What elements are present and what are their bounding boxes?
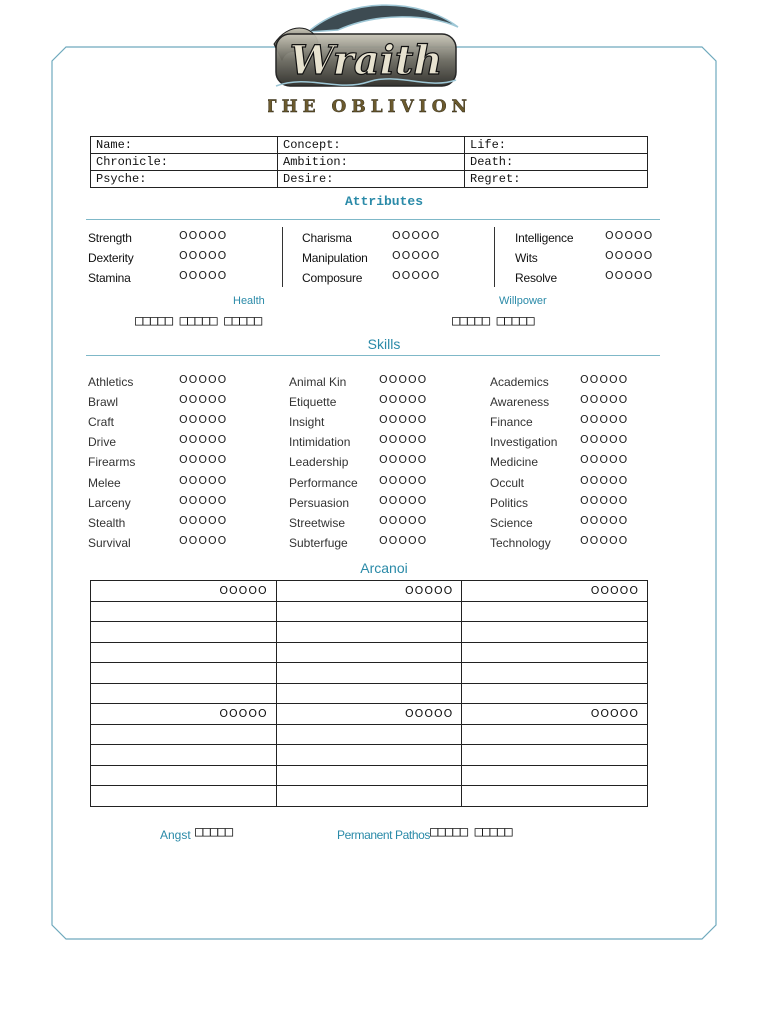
- skill-label: Academics: [490, 375, 549, 389]
- arcanos-entry-cell[interactable]: [91, 683, 277, 704]
- skill-label: Finance: [490, 415, 533, 429]
- attribute-dots[interactable]: OOOOO: [179, 229, 228, 242]
- attribute-dots[interactable]: OOOOO: [605, 249, 654, 262]
- arcanos-entry-cell[interactable]: [462, 642, 648, 663]
- skill-dots[interactable]: OOOOO: [580, 534, 629, 547]
- skill-label: Survival: [88, 536, 131, 550]
- arcanos-entry-cell[interactable]: [91, 786, 277, 807]
- logo-subtitle: THE OBLIVION: [268, 97, 468, 117]
- skills-heading: Skills: [367, 336, 401, 352]
- arcanos-rating-cell[interactable]: OOOOO: [462, 581, 648, 602]
- skill-dots[interactable]: OOOOO: [580, 373, 629, 386]
- willpower-label: Willpower: [499, 295, 547, 307]
- health-track[interactable]: □□□□□ □□□□□ □□□□□: [135, 313, 262, 329]
- attribute-label: Manipulation: [302, 251, 368, 265]
- life-field[interactable]: Life:: [465, 137, 648, 154]
- name-field[interactable]: Name:: [91, 137, 278, 154]
- skill-label: Larceny: [88, 496, 131, 510]
- skill-dots[interactable]: OOOOO: [379, 514, 428, 527]
- arcanos-entry-cell[interactable]: [462, 601, 648, 622]
- arcanos-entry-cell[interactable]: [462, 683, 648, 704]
- arcanos-entry-cell[interactable]: [462, 786, 648, 807]
- skill-dots[interactable]: OOOOO: [580, 514, 629, 527]
- arcanos-entry-cell[interactable]: [276, 622, 462, 643]
- arcanos-entry-cell[interactable]: [276, 663, 462, 684]
- arcanos-entry-cell[interactable]: [91, 724, 277, 745]
- attribute-label: Dexterity: [88, 251, 134, 265]
- skill-dots[interactable]: OOOOO: [379, 453, 428, 466]
- skill-dots[interactable]: OOOOO: [179, 474, 228, 487]
- arcanos-entry-cell[interactable]: [462, 663, 648, 684]
- arcanos-rating-cell[interactable]: OOOOO: [276, 704, 462, 725]
- arcanoi-row: [91, 786, 648, 807]
- arcanoi-row: [91, 745, 648, 766]
- skill-dots[interactable]: OOOOO: [179, 373, 228, 386]
- arcanos-entry-cell[interactable]: [91, 663, 277, 684]
- skill-label: Insight: [289, 415, 325, 429]
- arcanos-entry-cell[interactable]: [91, 601, 277, 622]
- arcanos-entry-cell[interactable]: [276, 786, 462, 807]
- arcanos-entry-cell[interactable]: [276, 765, 462, 786]
- skill-label: Drive: [88, 435, 117, 449]
- skill-dots[interactable]: OOOOO: [379, 474, 428, 487]
- skill-label: Animal Kin: [289, 375, 347, 389]
- arcanoi-row: [91, 683, 648, 704]
- skill-label: Craft: [88, 415, 115, 429]
- pathos-track[interactable]: □□□□□ □□□□□: [430, 824, 512, 840]
- skill-dots[interactable]: OOOOO: [580, 433, 629, 446]
- arcanos-entry-cell[interactable]: [462, 745, 648, 766]
- concept-field[interactable]: Concept:: [278, 137, 465, 154]
- skill-label: Streetwise: [289, 516, 346, 530]
- attribute-label: Charisma: [302, 231, 352, 245]
- pathos-label: Permanent Pathos: [337, 828, 430, 842]
- regret-field[interactable]: Regret:: [465, 171, 648, 188]
- arcanos-entry-cell[interactable]: [276, 724, 462, 745]
- arcanoi-row: [91, 581, 648, 602]
- death-field[interactable]: Death:: [465, 154, 648, 171]
- arcanoi-row: [91, 765, 648, 786]
- skill-label: Subterfuge: [289, 536, 348, 550]
- skill-dots[interactable]: OOOOO: [179, 393, 228, 406]
- arcanoi-row: [91, 663, 648, 684]
- skill-dots[interactable]: OOOOO: [379, 413, 428, 426]
- skill-label: Brawl: [88, 395, 119, 409]
- health-label: Health: [233, 295, 265, 307]
- arcanos-rating-cell[interactable]: OOOOO: [276, 581, 462, 602]
- skill-dots[interactable]: OOOOO: [179, 534, 228, 547]
- attribute-label: Strength: [88, 231, 132, 245]
- attributes-heading: Attributes: [344, 194, 423, 209]
- attribute-label: Stamina: [88, 271, 131, 285]
- arcanoi-row: [91, 704, 648, 725]
- arcanos-entry-cell[interactable]: [91, 745, 277, 766]
- attribute-dots[interactable]: OOOOO: [605, 229, 654, 242]
- desire-field[interactable]: Desire:: [278, 171, 465, 188]
- skill-dots[interactable]: OOOOO: [580, 453, 629, 466]
- arcanos-rating-cell[interactable]: OOOOO: [462, 704, 648, 725]
- skill-label: Etiquette: [289, 395, 337, 409]
- attribute-dots[interactable]: OOOOO: [179, 249, 228, 262]
- arcanos-entry-cell[interactable]: [276, 601, 462, 622]
- skill-label: Athletics: [88, 375, 134, 389]
- ambition-field[interactable]: Ambition:: [278, 154, 465, 171]
- skill-dots[interactable]: OOOOO: [580, 494, 629, 507]
- skill-dots[interactable]: OOOOO: [580, 413, 629, 426]
- skill-dots[interactable]: OOOOO: [379, 433, 428, 446]
- arcanos-entry-cell[interactable]: [91, 765, 277, 786]
- attribute-label: Composure: [302, 271, 363, 285]
- arcanos-entry-cell[interactable]: [276, 745, 462, 766]
- skill-dots[interactable]: OOOOO: [179, 494, 228, 507]
- skill-label: Persuasion: [289, 496, 350, 510]
- skill-label: Intimidation: [289, 435, 351, 449]
- skill-label: Performance: [289, 476, 358, 490]
- skill-dots[interactable]: OOOOO: [379, 534, 428, 547]
- arcanoi-row: [91, 622, 648, 643]
- attribute-dots[interactable]: OOOOO: [392, 229, 441, 242]
- arcanoi-row: [91, 724, 648, 745]
- skill-label: Leadership: [289, 455, 349, 469]
- skill-label: Medicine: [490, 455, 539, 469]
- arcanos-rating-cell[interactable]: OOOOO: [91, 704, 277, 725]
- arcanoi-table: [90, 580, 648, 807]
- skill-dots[interactable]: OOOOO: [379, 373, 428, 386]
- arcanos-entry-cell[interactable]: [276, 683, 462, 704]
- arcanos-entry-cell[interactable]: [91, 622, 277, 643]
- skill-label: Occult: [490, 476, 525, 490]
- skill-label: Investigation: [490, 435, 558, 449]
- skill-dots[interactable]: OOOOO: [580, 474, 629, 487]
- attribute-dots[interactable]: OOOOO: [605, 269, 654, 282]
- arcanos-entry-cell[interactable]: [276, 642, 462, 663]
- arcanos-entry-cell[interactable]: [462, 765, 648, 786]
- skill-dots[interactable]: OOOOO: [379, 494, 428, 507]
- willpower-track[interactable]: □□□□□ □□□□□: [452, 313, 534, 329]
- skill-label: Stealth: [88, 516, 126, 530]
- skill-dots[interactable]: OOOOO: [179, 514, 228, 527]
- arcanos-entry-cell[interactable]: [462, 724, 648, 745]
- attribute-label: Resolve: [515, 271, 557, 285]
- angst-label: Angst: [160, 828, 191, 842]
- skill-dots[interactable]: OOOOO: [179, 453, 228, 466]
- arcanoi-row: [91, 601, 648, 622]
- arcanoi-row: [91, 642, 648, 663]
- angst-track[interactable]: □□□□□: [195, 824, 233, 840]
- chronicle-field[interactable]: Chronicle:: [91, 154, 278, 171]
- arcanos-rating-cell[interactable]: OOOOO: [91, 581, 277, 602]
- attribute-dots[interactable]: OOOOO: [392, 269, 441, 282]
- skill-label: Awareness: [490, 395, 550, 409]
- skill-label: Science: [490, 516, 533, 530]
- arcanos-entry-cell[interactable]: [91, 642, 277, 663]
- skill-label: Melee: [88, 476, 121, 490]
- attribute-dots[interactable]: OOOOO: [179, 269, 228, 282]
- psyche-field[interactable]: Psyche:: [91, 171, 278, 188]
- attribute-dots[interactable]: OOOOO: [392, 249, 441, 262]
- skill-dots[interactable]: OOOOO: [179, 433, 228, 446]
- arcanos-entry-cell[interactable]: [462, 622, 648, 643]
- logo-title: Wraith: [289, 37, 443, 84]
- attribute-label: Intelligence: [515, 231, 574, 245]
- skill-dots[interactable]: OOOOO: [179, 413, 228, 426]
- skill-label: Technology: [490, 536, 551, 550]
- arcanoi-heading: Arcanoi: [360, 560, 408, 576]
- attribute-label: Wits: [515, 251, 538, 265]
- skill-label: Firearms: [88, 455, 136, 469]
- skill-dots[interactable]: OOOOO: [580, 393, 629, 406]
- skill-label: Politics: [490, 496, 529, 510]
- skill-dots[interactable]: OOOOO: [379, 393, 428, 406]
